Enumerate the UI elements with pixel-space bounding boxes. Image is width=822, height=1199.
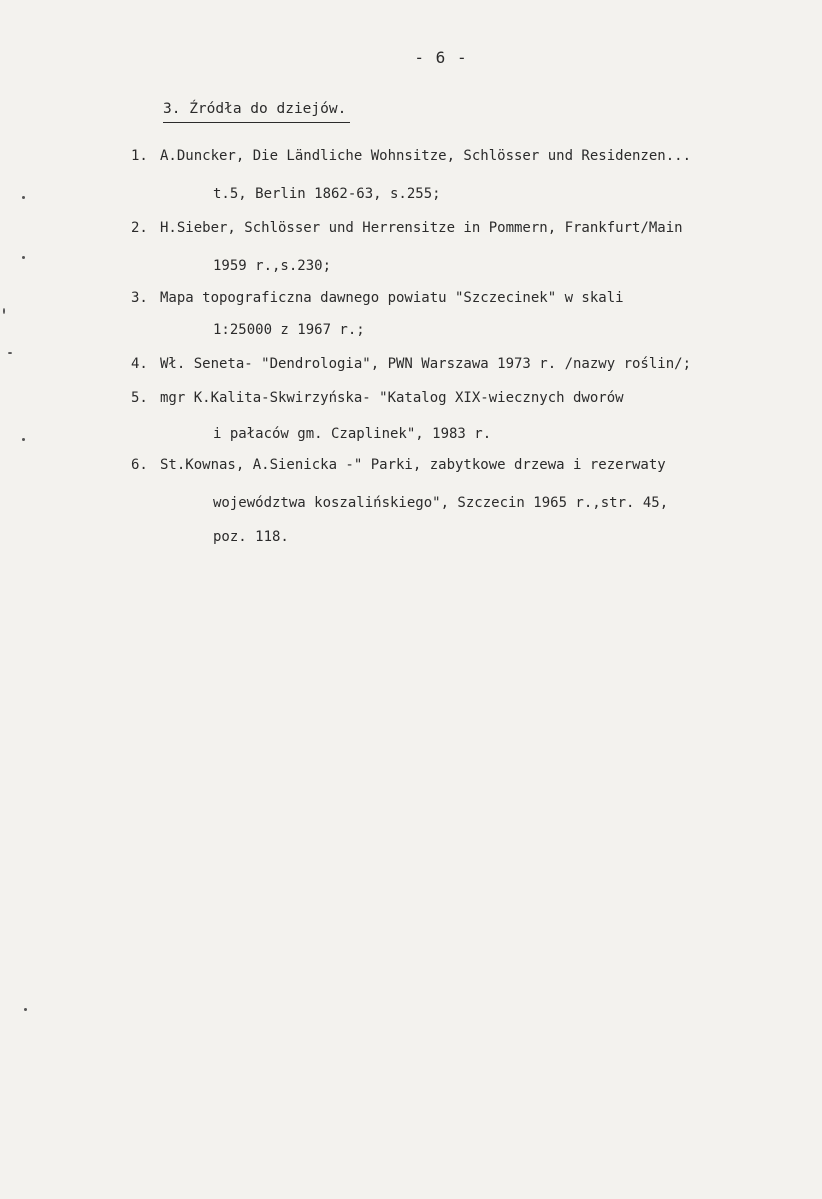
scan-mark xyxy=(22,438,25,441)
entry-line: H.Sieber, Schlösser und Herrensitze in Pommern, Frankfurt/Main xyxy=(160,220,683,236)
entry-line: Wł. Seneta- "Dendrologia", PWN Warszawa 1973 r. /nazwy roślin/; xyxy=(160,356,692,372)
entry-line: województwa koszalińskiego", Szczecin 1965 r.,str. 45, xyxy=(213,495,669,511)
entry-line: St.Kownas, A.Sienicka -" Parki, zabytkowe drzewa i rezerwaty xyxy=(160,457,666,473)
entry-number: 3. xyxy=(131,290,148,306)
entry-number: 6. xyxy=(131,457,148,473)
entry-number: 5. xyxy=(131,390,148,406)
entry-line: A.Duncker, Die Ländliche Wohnsitze, Schlösser und Residenzen... xyxy=(160,148,692,164)
scan-mark xyxy=(22,256,25,259)
scan-mark xyxy=(8,352,12,354)
scan-mark xyxy=(24,1008,27,1011)
entry-line: 1:25000 z 1967 r.; xyxy=(213,322,365,338)
entry-line: mgr K.Kalita-Skwirzyńska- "Katalog XIX-wiecznych dworów xyxy=(160,390,624,406)
page-number: - 6 - xyxy=(414,48,468,67)
entry-line: i pałaców gm. Czaplinek", 1983 r. xyxy=(213,426,492,442)
entry-line: t.5, Berlin 1862-63, s.255; xyxy=(213,186,441,202)
entry-number: 1. xyxy=(131,148,148,164)
scan-mark xyxy=(3,308,5,314)
entry-line: poz. 118. xyxy=(213,529,289,545)
entry-line: Mapa topograficzna dawnego powiatu "Szczecinek" w skali xyxy=(160,290,624,306)
entry-number: 4. xyxy=(131,356,148,372)
scan-mark xyxy=(22,196,25,199)
entry-number: 2. xyxy=(131,220,148,236)
entry-line: 1959 r.,s.230; xyxy=(213,258,332,274)
section-heading: 3. Źródła do dziejów. xyxy=(163,101,350,123)
